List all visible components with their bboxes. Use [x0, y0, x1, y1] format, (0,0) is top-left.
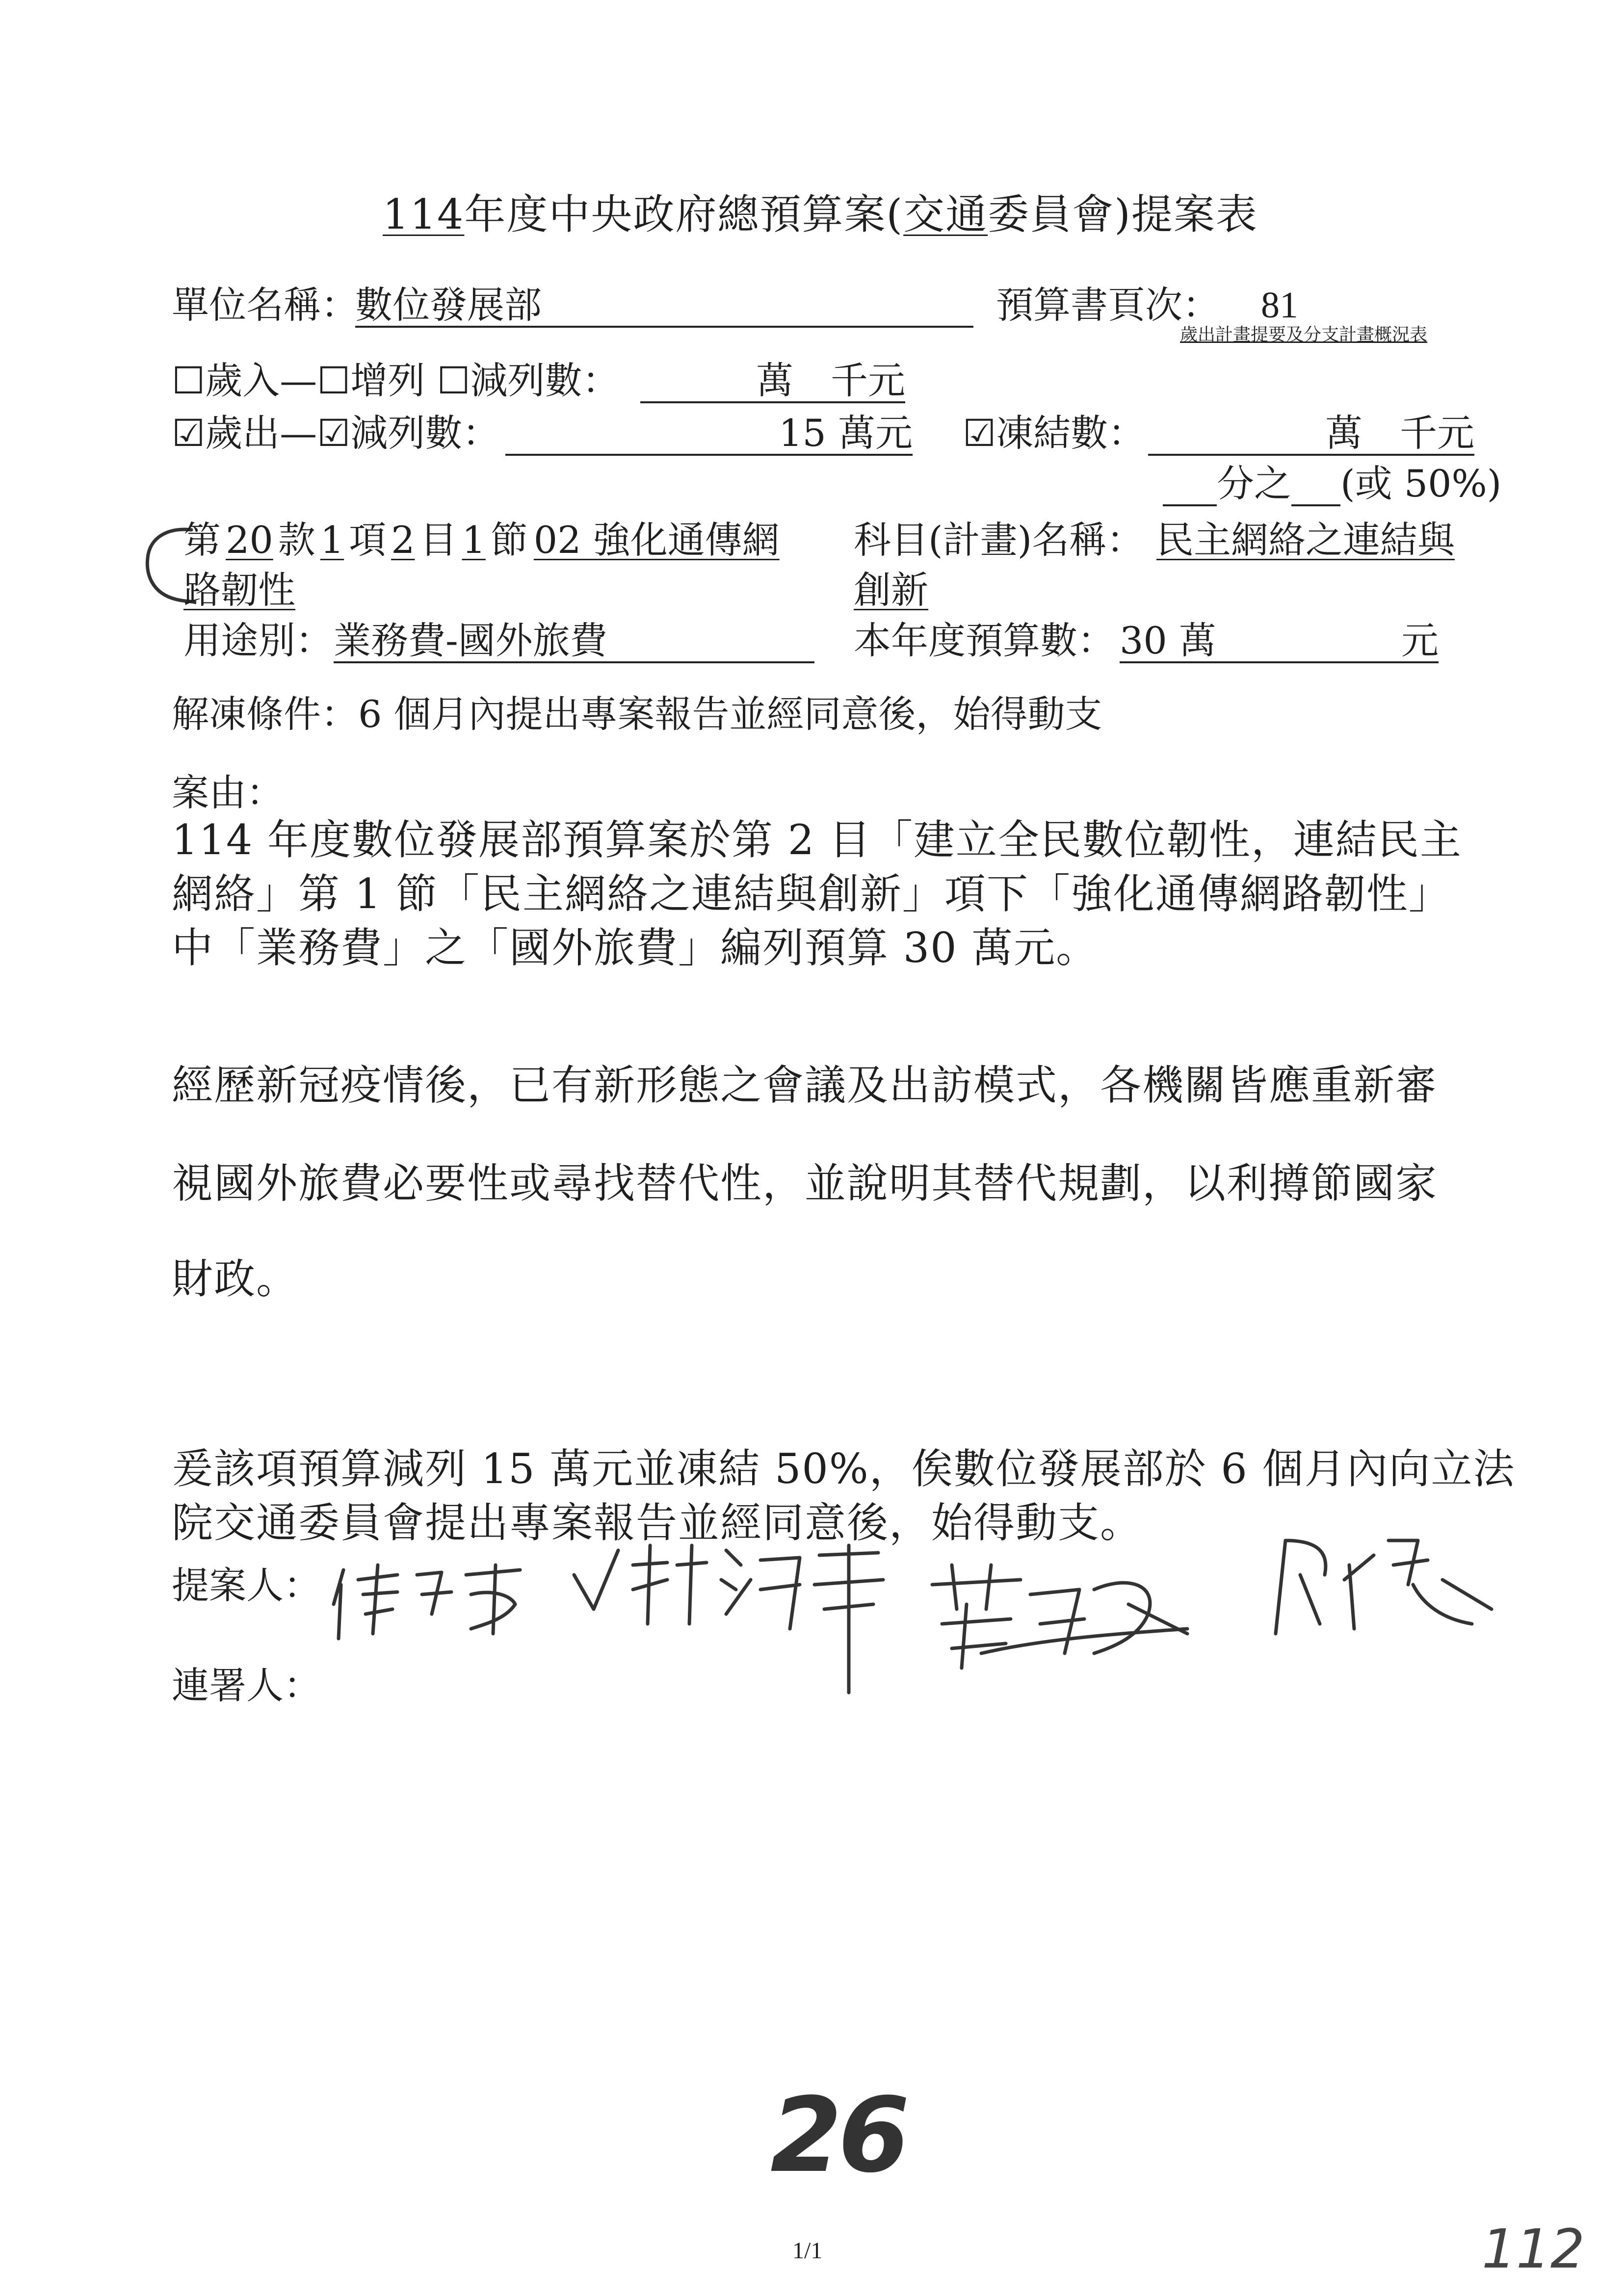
unit-value: 數位發展部 — [355, 287, 973, 328]
ratio-blank-1 — [1163, 465, 1217, 506]
subject-label: 科目(計畫)名稱： — [854, 518, 1144, 562]
budget-page-note: 歲出計畫提要及分支計畫概況表 — [1180, 325, 1428, 345]
budget-value: 30 萬 — [1120, 619, 1216, 662]
title-year: 114 — [383, 190, 465, 238]
title-committee: 交通 — [903, 190, 988, 238]
budget-page-label: 預算書頁次： — [996, 283, 1220, 327]
reason-body-3: 財政。 — [172, 1255, 299, 1303]
revenue-amount-box — [640, 359, 905, 403]
resolution-line-1: 爰該項預算減列 15 萬元並凍結 50%，俟數位發展部於 6 個月內向立法 — [172, 1445, 1516, 1493]
reason-label: 案由： — [172, 771, 284, 814]
revenue-amount: 萬 千元 — [640, 362, 905, 403]
unit-value-box — [355, 283, 973, 328]
freeze-amount-box — [1148, 411, 1474, 456]
reason-body-1: 經歷新冠疫情後，已有新形態之會議及出訪模式，各機關皆應重新審 — [172, 1061, 1438, 1109]
revenue-line: ☐歲入—☐增列 ☐減列數： — [172, 359, 620, 402]
usage-label: 用途別： — [183, 619, 333, 662]
expenditure-amount-box — [505, 411, 913, 456]
corner-number: 112 — [1482, 2218, 1585, 2280]
budget-value-box — [1120, 619, 1439, 663]
budget-label: 本年度預算數： — [854, 619, 1115, 662]
budget-unit: 元 — [1401, 619, 1439, 662]
freeze-amount: 萬 千元 — [1148, 415, 1474, 456]
item-line: 第 20 款 1 項 2 目 1 節 02 強化通傳網 — [183, 518, 780, 562]
signature-3 — [922, 1555, 1197, 1673]
ratio-paren: (或 50%) — [1340, 462, 1502, 505]
budget-page-value: 81 — [1261, 285, 1298, 326]
subject-line-1: 民主網絡之連結與 — [1156, 518, 1455, 562]
reason-line-3: 中「業務費」之「國外旅費」編列預算 30 萬元。 — [172, 924, 1099, 972]
ratio-text: 分之 — [1217, 462, 1291, 505]
proposer-label: 提案人： — [172, 1564, 321, 1607]
handwritten-page-number: 26 — [770, 2075, 906, 2195]
reason-line-1: 114 年度數位發展部預算案於第 2 目「建立全民數位韌性，連結民主 — [172, 816, 1462, 864]
ratio-blank-2 — [1291, 465, 1340, 506]
expenditure-line: ☑歲出—☑減列數： — [172, 411, 500, 455]
signature-2 — [564, 1536, 893, 1712]
freeze-label: ☑凍結數： — [963, 411, 1146, 455]
resolution-line-2: 院交通委員會提出專案報告並經同意後，始得動支。 — [172, 1499, 1143, 1547]
subject-line-2: 創新 — [854, 568, 928, 612]
usage-value-box — [334, 619, 814, 663]
signature-1 — [324, 1545, 535, 1644]
unit-label: 單位名稱： — [172, 283, 358, 327]
title-before: 年度中央政府總預算案( — [464, 190, 904, 238]
title-after: 委員會)提案表 — [988, 190, 1258, 238]
signature-4 — [1256, 1526, 1511, 1653]
footer-page: 1/1 — [792, 2238, 823, 2264]
ratio-line — [1163, 462, 1502, 506]
usage-value: 業務費-國外旅費 — [334, 622, 814, 663]
unfreeze-condition: 解凍條件：6 個月內提出專案報告並經同意後，始得動支 — [172, 692, 1102, 736]
reason-line-2: 網絡」第 1 節「民主網絡之連結與創新」項下「強化通傳網路韌性」 — [172, 870, 1451, 918]
item-line-2: 路韌性 — [183, 568, 295, 612]
budget-value-line — [1120, 619, 1439, 663]
cosigner-label: 連署人： — [172, 1664, 321, 1707]
reason-body-2: 視國外旅費必要性或尋找替代性，並說明其替代規劃，以利撙節國家 — [172, 1159, 1438, 1207]
expenditure-amount: 15 萬元 — [505, 415, 913, 456]
page-title — [383, 182, 1258, 241]
